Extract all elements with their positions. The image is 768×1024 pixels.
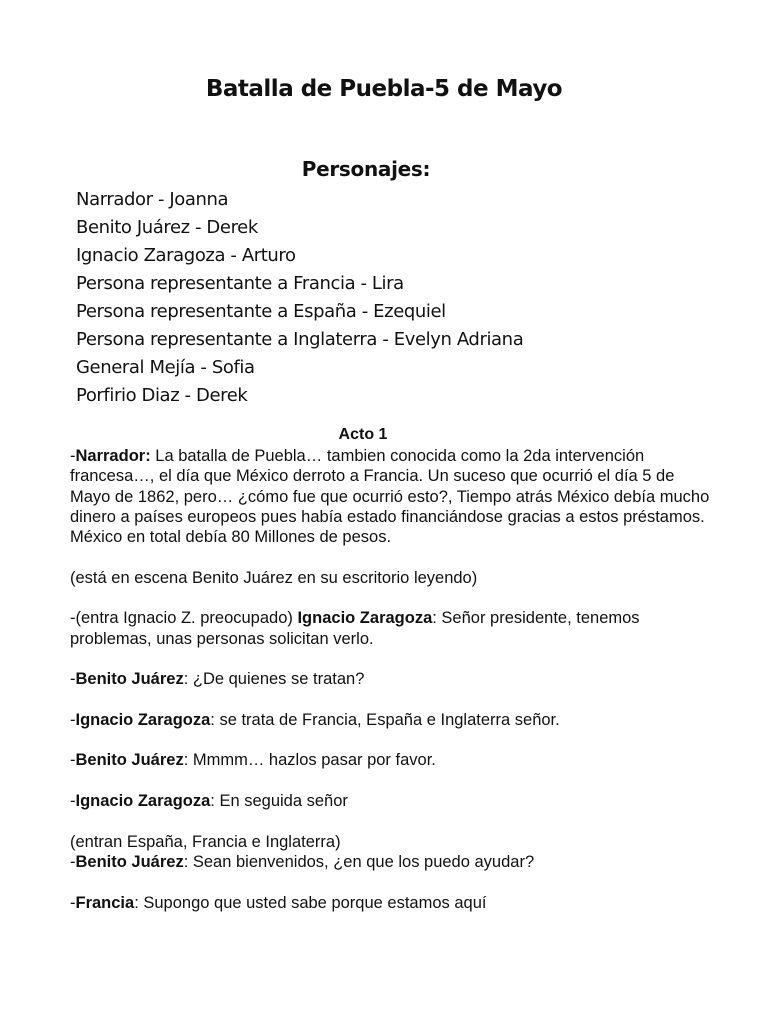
- cast-heading: Personajes:: [301, 157, 431, 181]
- cast-member: Ignacio Zaragoza - Arturo: [76, 245, 296, 266]
- document-title: Batalla de Puebla-5 de Mayo: [205, 76, 563, 102]
- speaker-name: Ignacio Zaragoza: [75, 792, 211, 811]
- stage-direction-inline: -(entra Ignacio Z. preocupado): [70, 609, 298, 628]
- cast-list: [76, 186, 523, 410]
- speaker-name: Francia: [75, 893, 135, 912]
- speaker-name: Benito Juárez: [75, 852, 184, 871]
- cast-member: General Mejía - Sofia: [76, 357, 255, 378]
- dialogue-text: : Supongo que usted sabe porque estamos aquí: [134, 893, 487, 912]
- stage-direction: (entran España, Francia e Inglaterra): [70, 832, 341, 851]
- speaker-name: Narrador:: [75, 447, 151, 465]
- dialogue-text: : se trata de Francia, España e Inglaterra señor.: [210, 710, 560, 729]
- dialogue-zaragoza-entry: [70, 608, 710, 649]
- dialogue-text: : Sean bienvenidos, ¿en que los puedo ayudar?: [183, 852, 535, 871]
- cast-member: Narrador - Joanna: [76, 189, 229, 210]
- cast-member: Persona representante a Francia - Lira: [76, 273, 404, 294]
- dialogue-text: : ¿De quienes se tratan?: [183, 670, 365, 689]
- cast-member: Porfirio Diaz - Derek: [76, 385, 248, 406]
- script-body: [70, 446, 710, 933]
- dialogue-text: : Mmmm… hazlos pasar por favor.: [183, 751, 436, 770]
- dialogue-juarez: -Benito Juárez: Mmmm… hazlos pasar por favor.: [70, 751, 436, 770]
- cast-member: Persona representante a España - Ezequiel: [76, 301, 446, 322]
- cast-member: Persona representante a Inglaterra - Evelyn Adriana: [76, 329, 524, 350]
- dialogue-text: : Señor presidente, tenemos problemas, unas personas solicitan verlo.: [70, 609, 640, 648]
- cast-member: Benito Juárez - Derek: [76, 217, 258, 238]
- speaker-name: Ignacio Zaragoza: [75, 710, 211, 729]
- act-heading: Acto 1: [338, 426, 388, 443]
- dialogue-narrator: -Narrador: La batalla de Puebla… tambien conocida como la 2da intervención francesa…, el día que México derroto a Francia. Un suceso que ocurrió el día 5 de Mayo de 1862, pero… ¿cómo fue que ocurrió esto?, Tiempo atrás México debía mucho dinero a países europeos pues había estado financiándose gracias a estos préstamos. México en total debía 80 Millones de pesos.: [70, 447, 710, 547]
- dialogue-zaragoza: -Ignacio Zaragoza: En seguida señor: [70, 792, 348, 811]
- speaker-name: Benito Juárez: [75, 670, 184, 689]
- dialogue-text: : En seguida señor: [210, 792, 348, 811]
- speaker-name: Benito Juárez: [75, 751, 184, 770]
- dialogue-juarez: -Benito Juárez: Sean bienvenidos, ¿en que los puedo ayudar?: [70, 852, 535, 871]
- dialogue-zaragoza: -Ignacio Zaragoza: se trata de Francia, España e Inglaterra señor.: [70, 710, 560, 729]
- dialogue-text: La batalla de Puebla… tambien conocida como la 2da intervención francesa…, el día que México derroto a Francia. Un suceso que ocurrió el día 5 de Mayo de 1862, pero… ¿cómo fue que ocurrió esto?, Tiempo atrás México debía mucho dinero a países europeos pues había estado financiándose gracias a estos préstamos. México en total debía 80 Millones de pesos.: [70, 447, 710, 547]
- speaker-name: Ignacio Zaragoza: [297, 609, 433, 628]
- dialogue-juarez: -Benito Juárez: ¿De quienes se tratan?: [70, 670, 365, 689]
- dialogue-francia: -Francia: Supongo que usted sabe porque estamos aquí: [70, 893, 487, 912]
- stage-direction: (está en escena Benito Juárez en su escritorio leyendo): [70, 568, 478, 587]
